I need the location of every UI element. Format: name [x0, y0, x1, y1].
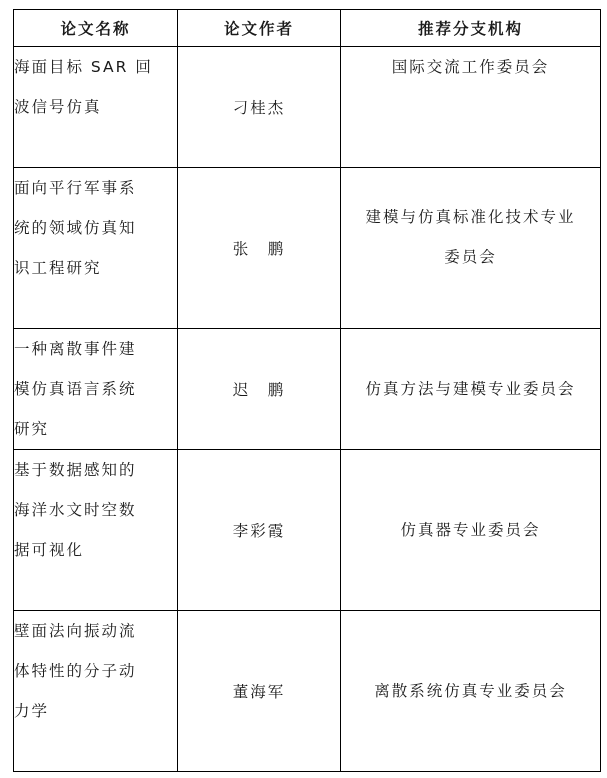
- author-name: 张 鹏: [232, 240, 286, 258]
- header-row: [14, 10, 601, 47]
- paper-title-line: 面向平行军事系: [14, 179, 137, 197]
- paper-title-line: 研究: [14, 420, 50, 438]
- paper-title: [14, 611, 178, 772]
- recommending-org: [341, 329, 601, 450]
- paper-author: [178, 47, 341, 168]
- paper-title-line: 力学: [14, 702, 50, 720]
- header-title: 论文名称: [14, 10, 178, 47]
- paper-author: [178, 611, 341, 772]
- award-table: [13, 9, 601, 772]
- paper-title-line: 体特性的分子动: [14, 662, 137, 680]
- paper-title-line: 波信号仿真: [14, 98, 102, 116]
- recommending-org: [341, 168, 601, 329]
- table-row: [14, 47, 601, 168]
- recommending-org: [341, 450, 601, 611]
- org-line: 委员会: [444, 248, 497, 266]
- paper-title-line: 模仿真语言系统: [14, 380, 137, 398]
- org-line: 离散系统仿真专业委员会: [374, 682, 567, 700]
- recommending-org: [341, 47, 601, 168]
- author-name: 刁桂杰: [232, 99, 286, 117]
- paper-title-line: 一种离散事件建: [14, 340, 137, 358]
- org-line: 仿真器专业委员会: [400, 521, 541, 539]
- paper-author: [178, 450, 341, 611]
- header-org: 推荐分支机构: [341, 10, 601, 47]
- author-name: 董海军: [232, 683, 286, 701]
- table-row: [14, 329, 601, 450]
- table-row: [14, 450, 601, 611]
- paper-author: [178, 329, 341, 450]
- paper-title-line: 海洋水文时空数: [14, 501, 137, 519]
- table-row: [14, 168, 601, 329]
- paper-title-line: 海面目标 SAR 回: [14, 58, 153, 76]
- paper-title-line: 壁面法向振动流: [14, 622, 137, 640]
- paper-title-line: 识工程研究: [14, 259, 102, 277]
- author-name: 李彩霞: [232, 522, 286, 540]
- paper-author: [178, 168, 341, 329]
- paper-title-line: 基于数据感知的: [14, 461, 137, 479]
- paper-title: [14, 47, 178, 168]
- recommending-org: [341, 611, 601, 772]
- paper-title-line: 统的领域仿真知: [14, 219, 137, 237]
- table-row: [14, 611, 601, 772]
- paper-title-line: 据可视化: [14, 541, 85, 559]
- paper-title: [14, 329, 178, 450]
- paper-title: [14, 450, 178, 611]
- org-line: 国际交流工作委员会: [391, 58, 550, 76]
- org-line: 仿真方法与建模专业委员会: [365, 380, 576, 398]
- header-author: 论文作者: [178, 10, 341, 47]
- org-line: 建模与仿真标准化技术专业: [365, 208, 576, 226]
- author-name: 迟 鹏: [232, 381, 286, 399]
- paper-title: [14, 168, 178, 329]
